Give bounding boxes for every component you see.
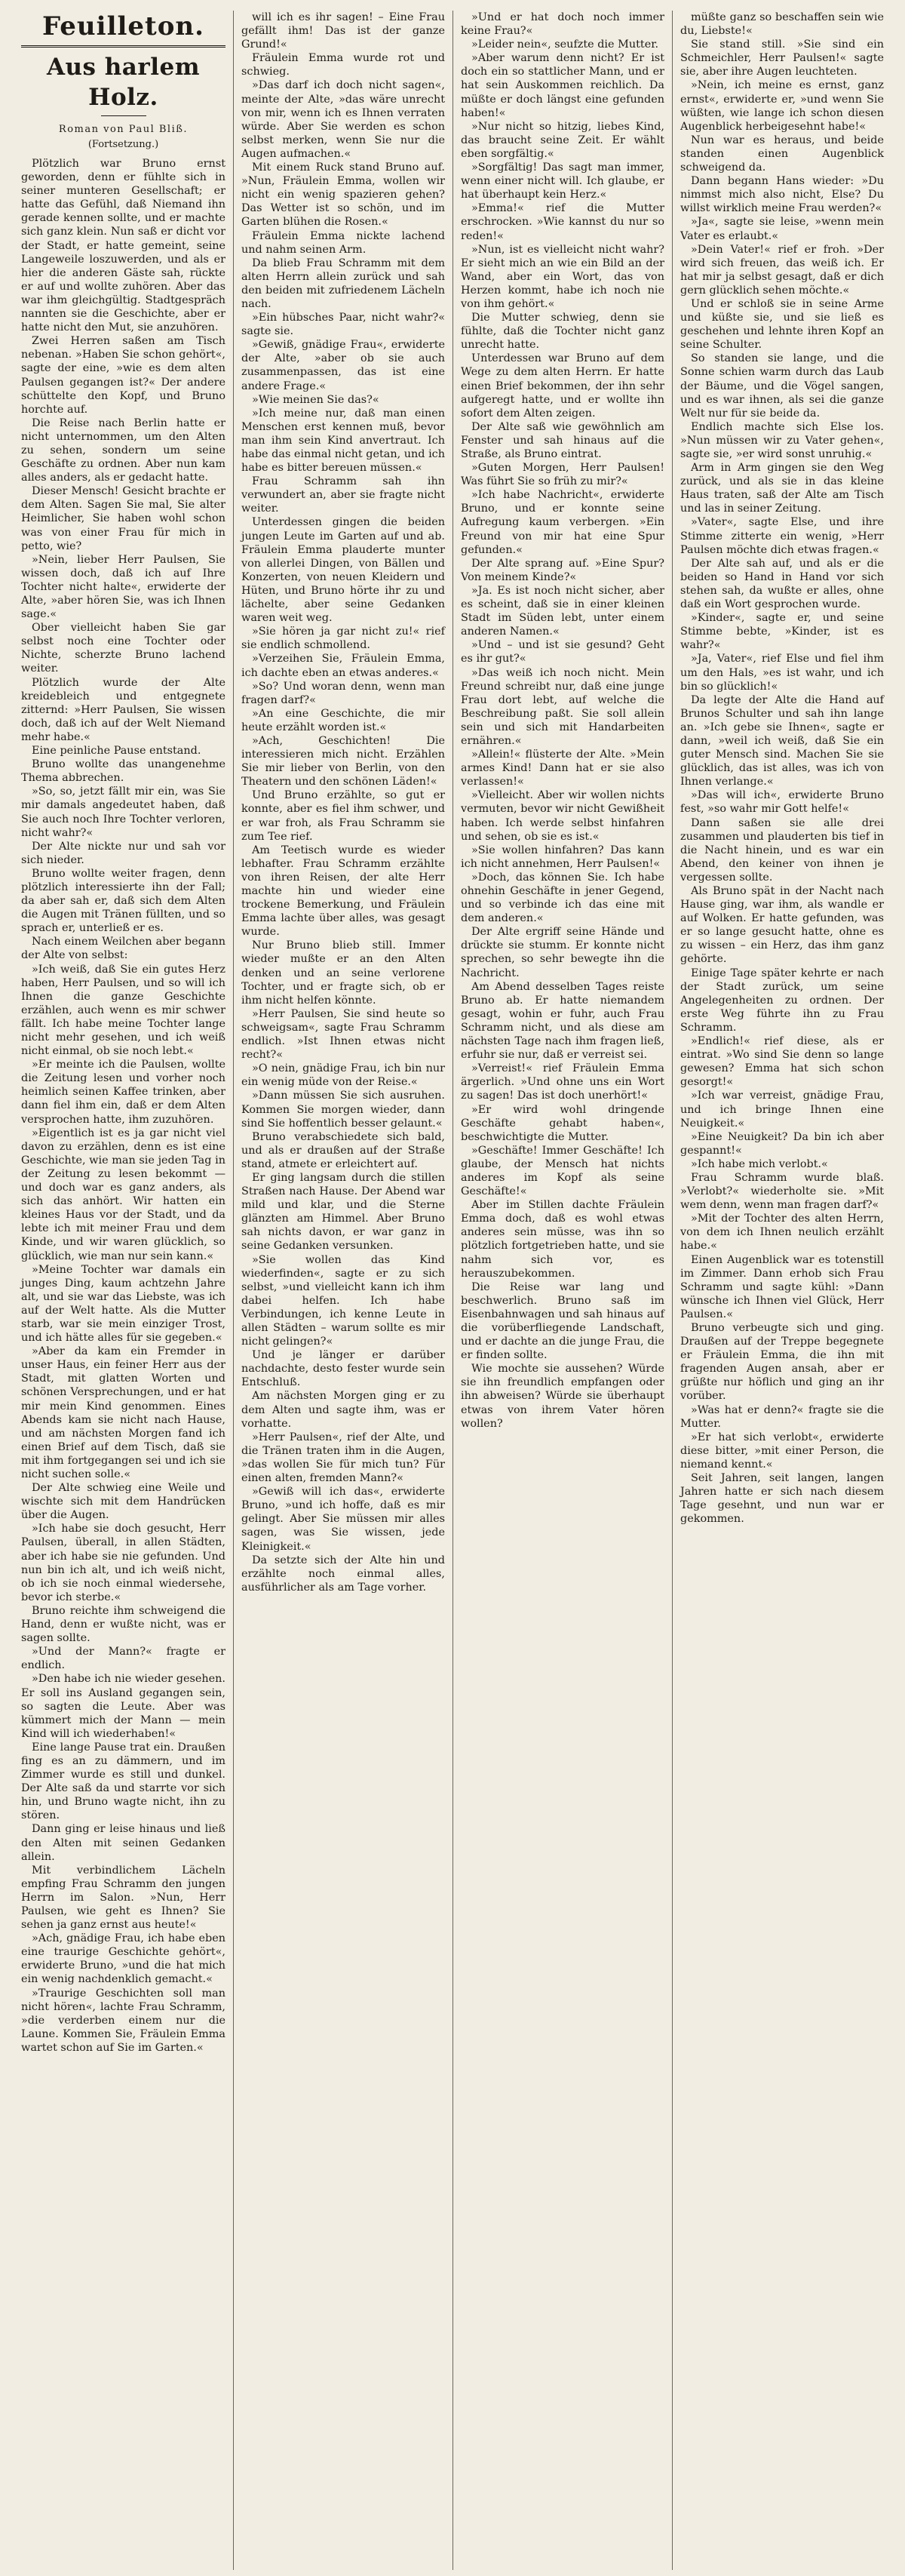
paragraph: Plötzlich wurde der Alte kreidebleich und entgegnete zitternd: »Herr Paulsen, Sie wissen doch, daß ich auf der Welt Niemand mehr habe.«	[21, 676, 225, 743]
paragraph: Der Alte saß wie gewöhnlich am Fenster und sah hinaus auf die Straße, als Bruno eintrat.	[461, 420, 664, 460]
paragraph: »Ja, Vater«, rief Else und fiel ihm um den Hals, »es ist wahr, und ich bin so glücklich!«	[680, 653, 884, 693]
paragraph: Zwei Herren saßen am Tisch nebenan. »Haben Sie schon gehört«, sagte der eine, »wie es dem alten Paulsen gegangen ist?« Der andere schüttelte den Kopf, und Bruno horchte auf.	[21, 335, 225, 416]
paragraph: »Nun, ist es vielleicht nicht wahr? Er sieht mich an wie ein Bild an der Wand, aber ein Wort, das von Herzen kommt, habe ich noch nie von ihm gehört.«	[461, 243, 664, 310]
paragraph: »Das will ich«, erwiderte Bruno fest, »so wahr mir Gott helfe!«	[680, 789, 884, 816]
paragraph: will ich es ihr sagen! – Eine Frau gefällt ihm! Das ist der ganze Grund!«	[241, 11, 445, 51]
paragraph: Die Mutter schwieg, denn sie fühlte, daß die Tochter nicht ganz unrecht hatte.	[461, 312, 664, 352]
paragraph: Da setzte sich der Alte hin und erzählte noch einmal alles, ausführlicher als am Tage vorher.	[241, 1554, 445, 1594]
column-text	[241, 11, 445, 1594]
paragraph: »Ja«, sagte sie leise, »wenn mein Vater es erlaubt.«	[680, 216, 884, 242]
paragraph: »Wie meinen Sie das?«	[252, 393, 379, 406]
paragraph: Am nächsten Morgen ging er zu dem Alten und sagte ihm, was er vorhatte.	[241, 1390, 445, 1430]
paragraph: »Guten Morgen, Herr Paulsen! Was führt Sie so früh zu mir?«	[461, 462, 664, 488]
paragraph: Bruno reichte ihm schweigend die Hand, denn er wußte nicht, was er sagen sollte.	[21, 1604, 225, 1645]
paragraph: »Dann müssen Sie sich ausruhen. Kommen Sie morgen wieder, dann sind Sie hoffentlich besser gelaunt.«	[241, 1090, 445, 1130]
paragraph: Bruno verabschiedete sich bald, und als er draußen auf der Straße stand, atmete er erleichtert auf.	[241, 1130, 445, 1170]
paragraph: »Sie wollen das Kind wiederfinden«, sagte er zu sich selbst, »und vielleicht kann ich ihm dabei helfen. Ich habe Verbindungen, ich kenne Leute in allen Städten – warum sollte es mir nicht gelingen?«	[241, 1253, 445, 1348]
paragraph: Er ging langsam durch die stillen Straßen nach Hause. Der Abend war mild und klar, und die Sterne glänzten am Himmel. Aber Bruno sah nichts davon, er war ganz in seine Gedanken versunken.	[241, 1171, 445, 1253]
paragraph: »Ich meine nur, daß man einen Menschen erst kennen muß, bevor man ihm sein Kind anvertraut. Ich habe das einmal nicht getan, und ich habe es bitter bereuen müssen.«	[241, 407, 446, 475]
paragraph: Eine lange Pause trat ein. Draußen fing es an zu dämmern, und im Zimmer wurde es still und dunkel. Der Alte saß da und starrte vor sich hin, und Bruno wagte nicht, ihn zu stören.	[21, 1741, 225, 1822]
section-heading: Feuilleton.	[21, 11, 225, 48]
paragraph: Der Alte sprang auf. »Eine Spur? Von meinem Kinde?«	[461, 557, 664, 583]
paragraph: Eine peinliche Pause entstand.	[32, 745, 201, 758]
paragraph: Bruno wollte das unangenehme Thema abbrechen.	[21, 758, 225, 785]
paragraph: Nun war es heraus, und beide standen einen Augenblick schweigend da.	[680, 134, 884, 174]
paragraph: So standen sie lange, und die Sonne schien warm durch das Laub der Bäume, und die Vögel sangen, und es war ihnen, als sei die ganze Welt nur für sie beide da.	[680, 352, 884, 420]
novel-author: Roman von Paul Bliß.	[58, 124, 189, 135]
paragraph: »Eine Neuigkeit? Da bin ich aber gespannt!«	[680, 1130, 884, 1157]
paragraph: Fräulein Emma nickte lachend und nahm seinen Arm.	[241, 229, 445, 256]
column-text	[680, 11, 884, 1526]
paragraph: »Er meinte ich die Paulsen, wollte die Zeitung lesen und vorher noch heimlich seinen Kaffee trinken, aber dann fiel ihm ein, daß er dem Alten versprochen hatte, ihm zuzuhören.	[21, 1059, 225, 1126]
feuilleton-header	[21, 11, 225, 152]
column-1	[14, 11, 233, 2570]
paragraph: »Ja. Es ist noch nicht sicher, aber es scheint, daß sie in einer kleinen Stadt im Süden lebt, unter einem anderen Namen.«	[461, 584, 664, 638]
paragraph: »Leider nein«, seufzte die Mutter.	[471, 38, 659, 51]
paragraph: »Ach, gnädige Frau, ich habe eben eine traurige Geschichte gehört«, erwiderte Bruno, »und die hat mich ein wenig nachdenklich gemacht.«	[21, 1932, 225, 1986]
paragraph: »An eine Geschichte, die mir heute erzählt worden ist.«	[241, 707, 445, 733]
paragraph: Da legte der Alte die Hand auf Brunos Schulter und sah ihn lange an. »Ich gebe sie Ihnen«, sagte er dann, »weil ich weiß, daß Sie ein guter Mensch sind. Machen Sie sie glücklich, das ist alles, was ich von Ihnen verlange.«	[680, 693, 884, 788]
paragraph: Endlich machte sich Else los. »Nun müssen wir zu Vater gehen«, sagte sie, »er wird sonst unruhig.«	[680, 420, 884, 460]
paragraph: »Er hat sich verlobt«, erwiderte diese bitter, »mit einer Person, die niemand kennt.«	[680, 1431, 884, 1471]
paragraph: Wie mochte sie aussehen? Würde sie ihn freundlich empfangen oder ihn abweisen? Würde sie überhaupt etwas von ihrem Vater hören wollen?	[461, 1363, 664, 1430]
paragraph: Einen Augenblick war es totenstill im Zimmer. Dann erhob sich Frau Schramm und sagte kühl: »Dann wünsche ich Ihnen viel Glück, Herr Paulsen.«	[680, 1253, 884, 1320]
column-text	[461, 11, 664, 1431]
paragraph: Sie stand still. »Sie sind ein Schmeichler, Herr Paulsen!« sagte sie, aber ihre Augen leuchteten.	[680, 38, 884, 78]
paragraph: »Eigentlich ist es ja gar nicht viel davon zu erzählen, denn es ist eine Geschichte, wie man sie jeden Tag in der Zeitung zu lesen bekommt — und doch war es ganz anders, als sich das anhört. Wir hatten ein kleines Haus vor der Stadt, und da lebte ich mit meiner Frau und dem Kinde, und wir waren glücklich, so glücklich, wie man nur sein kann.«	[21, 1127, 225, 1262]
paragraph: Unterdessen war Bruno auf dem Wege zu dem alten Herrn. Er hatte einen Brief bekommen, der ihn sehr aufgeregt hatte, und er wollte ihn sofort dem Alten zeigen.	[461, 352, 664, 420]
paragraph: »Sorgfältig! Das sagt man immer, wenn einer nicht will. Ich glaube, er hat überhaupt kein Herz.«	[461, 161, 664, 201]
paragraph: »Gewiß, gnädige Frau«, erwiderte der Alte, »aber ob sie auch zusammenpassen, das ist eine andere Frage.«	[241, 339, 445, 392]
paragraph: »Geschäfte! Immer Geschäfte! Ich glaube, der Mensch hat nichts anderes im Kopf als seine Geschäfte!«	[461, 1144, 664, 1198]
paragraph: »Doch, das können Sie. Ich habe ohnehin Geschäfte in jener Gegend, und so verbinde ich das eine mit dem anderen.«	[461, 871, 664, 925]
paragraph: »Kinder«, sagte er, und seine Stimme bebte, »Kinder, ist es wahr?«	[680, 612, 884, 652]
paragraph: Bruno verbeugte sich und ging. Draußen auf der Treppe begegnete er Fräulein Emma, die ihn mit fragenden Augen ansah, aber er grüßte nur höflich und ging an ihr vorüber.	[680, 1322, 884, 1403]
continuation-note: (Fortsetzung.)	[87, 139, 159, 150]
paragraph: Unterdessen gingen die beiden jungen Leute im Garten auf und ab. Fräulein Emma plauderte munter von allerlei Dingen, von Bällen und Konzerten, von neuen Kleidern und Hüten, und Bruno hörte ihr zu und lächelte, aber seine Gedanken waren weit weg.	[241, 516, 445, 625]
paragraph: Da blieb Frau Schramm mit dem alten Herrn allein zurück und sah den beiden mit zufriedenem Lächeln nach.	[241, 257, 445, 310]
paragraph: Mit verbindlichem Lächeln empfing Frau Schramm den jungen Herrn im Salon. »Nun, Herr Paulsen, wie geht es Ihnen? Sie sehen ja ganz ernst aus heute!«	[21, 1864, 225, 1932]
paragraph: »So? Und woran denn, wenn man fragen darf?«	[241, 680, 445, 706]
paragraph: Am Teetisch wurde es wieder lebhafter. Frau Schramm erzählte von ihren Reisen, der alte Herr machte hin und wieder eine trockene Bemerkung, und Fräulein Emma lachte über alles, was gesagt wurde.	[241, 844, 445, 939]
paragraph: Dann ging er leise hinaus und ließ den Alten mit seinen Gedanken allein.	[21, 1823, 225, 1863]
paragraph: »Verzeihen Sie, Fräulein Emma, ich dachte eben an etwas anderes.«	[241, 653, 445, 679]
paragraph: »Ich habe sie doch gesucht, Herr Paulsen, überall, in allen Städten, aber ich habe sie nie gefunden. Und nun bin ich alt, und ich weiß nicht, ob ich sie noch einmal wiedersehe, bevor ich sterbe.«	[21, 1523, 225, 1603]
paragraph: »Nein, ich meine es ernst, ganz ernst«, erwiderte er, »und wenn Sie wüßten, wie lange ich schon diesen Augenblick herbeigesehnt habe!«	[680, 79, 884, 133]
paragraph: Frau Schramm wurde blaß. »Verlobt?« wiederholte sie. »Mit wem denn, wenn man fragen darf?«	[680, 1171, 884, 1212]
paragraph: Seit Jahren, seit langen, langen Jahren hatte er sich nach diesem Tage gesehnt, und nun war er gekommen.	[680, 1472, 884, 1526]
paragraph: »Mit der Tochter des alten Herrn, von dem ich Ihnen neulich erzählt habe.«	[680, 1213, 884, 1253]
paragraph: »Endlich!« rief diese, als er eintrat. »Wo sind Sie denn so lange gewesen? Emma hat sich schon gesorgt!«	[680, 1035, 884, 1089]
paragraph: »Dein Vater!« rief er froh. »Der wird sich freuen, das weiß ich. Er hat mir ja selbst gesagt, daß er dich gern glücklich sehen möchte.«	[680, 243, 884, 297]
paragraph: »Er wird wohl dringende Geschäfte gehabt haben«, beschwichtigte die Mutter.	[461, 1103, 664, 1143]
paragraph: Mit einem Ruck stand Bruno auf. »Nun, Fräulein Emma, wollen wir nicht ein wenig spazieren gehen? Das Wetter ist so schön, und im Garten blühen die Rosen.«	[241, 161, 445, 229]
paragraph: Und je länger er darüber nachdachte, desto fester wurde sein Entschluß.	[241, 1349, 445, 1389]
column-text	[21, 157, 225, 2055]
paragraph: Der Alte nickte nur und sah vor sich nieder.	[21, 840, 225, 866]
paragraph: »So, so, jetzt fällt mir ein, was Sie mir damals angedeutet haben, daß Sie auch noch Ihre Tochter verloren, nicht wahr?«	[21, 785, 225, 839]
paragraph: »Aber warum denn nicht? Er ist doch ein so stattlicher Mann, und er hat sein Auskommen reichlich. Da müßte er doch längst eine gefunden haben!«	[461, 52, 664, 119]
paragraph: »Und der Mann?« fragte er endlich.	[21, 1646, 225, 1672]
paragraph: »Herr Paulsen, Sie sind heute so schweigsam«, sagte Frau Schramm endlich. »Ist Ihnen etwas nicht recht?«	[241, 1007, 445, 1062]
paragraph: Nach einem Weilchen aber begann der Alte von selbst:	[21, 936, 225, 962]
paragraph: Bruno wollte weiter fragen, denn plötzlich interessierte ihn der Fall; da aber sah er, daß sich dem Alten die Augen mit Tränen füllten, und so sprach er, unterließ er es.	[21, 867, 225, 935]
paragraph: »Aber da kam ein Fremder in unser Haus, ein feiner Herr aus der Stadt, mit glatten Worten und schönen Versprechungen, und er hat mir mein Kind genommen. Eines Abends kam sie nicht nach Hause, und am nächsten Morgen fand ich einen Brief auf dem Tisch, daß sie mit ihm fortgegangen sei und ich sie nicht suchen solle.«	[21, 1345, 225, 1480]
paragraph: »Ich habe Nachricht«, erwiderte Bruno, und er konnte seine Aufregung kaum verbergen. »Ein Freund von mir hat eine Spur gefunden.«	[461, 489, 664, 556]
paragraph: Aber im Stillen dachte Fräulein Emma doch, daß es wohl etwas anderes sein müsse, was ihn so plötzlich fortgetrieben hatte, und sie nahm sich vor, es herauszubekommen.	[461, 1199, 664, 1280]
paragraph: »Sie wollen hinfahren? Das kann ich nicht annehmen, Herr Paulsen!«	[461, 844, 664, 870]
paragraph: »Das weiß ich noch nicht. Mein Freund schreibt nur, daß eine junge Frau dort lebt, auf welche die Beschreibung paßt. Sie soll allein sein und sich mit Handarbeiten ernähren.«	[461, 666, 664, 747]
paragraph: »Gewiß will ich das«, erwiderte Bruno, »und ich hoffe, daß es mir gelingt. Aber Sie müssen mir alles sagen, was Sie wissen, jede Kleinigkeit.«	[241, 1486, 445, 1553]
paragraph: »Ein hübsches Paar, nicht wahr?« sagte sie.	[241, 312, 445, 338]
paragraph: Nur Bruno blieb still. Immer wieder mußte er an den Alten denken und an seine verlorene Tochter, und er fragte sich, ob er ihm nicht helfen könnte.	[241, 939, 445, 1007]
paragraph: »Den habe ich nie wieder gesehen. Er soll ins Ausland gegangen sein, so sagten die Leute. Aber was kümmert mich der Mann — mein Kind will ich wiederhaben!«	[21, 1673, 225, 1740]
paragraph: Einige Tage später kehrte er nach der Stadt zurück, um seine Angelegenheiten zu ordnen. Der erste Weg führte ihn zu Frau Schramm.	[680, 967, 884, 1034]
paragraph: Dieser Mensch! Gesicht brachte er dem Alten. Sagen Sie mal, Sie alter Heimlicher, Sie haben wohl schon was von einer Frau für mich in petto, wie?	[21, 485, 225, 552]
paragraph: »Was hat er denn?« fragte sie die Mutter.	[680, 1403, 884, 1430]
paragraph: »Ich weiß, daß Sie ein gutes Herz haben, Herr Paulsen, und so will ich Ihnen die ganze Geschichte erzählen, auch wenn es mir schwer fällt. Ich habe meine Tochter lange nicht mehr gesehen, und ich weiß nicht einmal, ob sie noch lebt.«	[21, 963, 225, 1058]
novel-title: Aus harlem Holz.	[46, 54, 201, 111]
paragraph: »Herr Paulsen«, rief der Alte, und die Tränen traten ihm in die Augen, »das wollen Sie für mich tun? Für einen alten, fremden Mann?«	[241, 1431, 445, 1485]
paragraph: Die Reise war lang und beschwerlich. Bruno saß im Eisenbahnwagen und sah hinaus auf die vorüberfliegende Landschaft, und er dachte an die junge Frau, die er finden sollte.	[461, 1280, 664, 1362]
paragraph: Der Alte schwieg eine Weile und wischte sich mit dem Handrücken über die Augen.	[21, 1482, 225, 1522]
paragraph: »Und er hat doch noch immer keine Frau?«	[461, 11, 664, 38]
column-4	[672, 11, 891, 2570]
paragraph: Plötzlich war Bruno ernst geworden, denn er fühlte sich in seiner munteren Gesellschaft; er hatte das Gefühl, daß Niemand ihn gerade kennen sollte, und er machte sich ganz klein. Nun saß er dicht vor der Stadt, er hatte gemeint, seine Langeweile loszuwerden, und als er hier die anderen Gäste sah, rückte er auf und wollte zuhören. Aber das war ihm gleichgültig. Stadtgespräch nannten sie die Geschichte, aber er hatte nicht den Mut, sie anzuhören.	[21, 158, 225, 334]
paragraph: Der Alte ergriff seine Hände und drückte sie stumm. Er konnte nicht sprechen, so sehr bewegte ihn die Nachricht.	[461, 926, 664, 979]
paragraph: müßte ganz so beschaffen sein wie du, Liebste!«	[680, 11, 884, 38]
column-3	[452, 11, 672, 2570]
paragraph: »Und – und ist sie gesund? Geht es ihr gut?«	[461, 639, 664, 666]
paragraph: »O nein, gnädige Frau, ich bin nur ein wenig müde von der Reise.«	[241, 1062, 445, 1089]
paragraph: »Das darf ich doch nicht sagen«, meinte der Alte, »das wäre unrecht von mir, wenn ich es Ihnen verraten würde. Aber Sie werden es schon selbst merken, wenn Sie nur die Augen aufmachen.«	[241, 79, 445, 160]
paragraph: »Ich habe mich verlobt.«	[691, 1157, 828, 1170]
paragraph: Arm in Arm gingen sie den Weg zurück, und als sie in das kleine Haus traten, saß der Alte am Tisch und las in seiner Zeitung.	[680, 462, 884, 515]
paragraph: »Allein!« flüsterte der Alte. »Mein armes Kind! Dann hat er sie also verlassen!«	[461, 749, 664, 788]
paragraph: Und er schloß sie in seine Arme und küßte sie, und sie ließ es geschehen und lehnte ihren Kopf an seine Schulter.	[680, 297, 884, 352]
paragraph: Die Reise nach Berlin hatte er nicht unternommen, um den Alten zu sehen, sondern um seine Geschäfte zu ordnen. Aber nun kam alles anders, als er gedacht hatte.	[21, 417, 225, 484]
title-rule	[101, 115, 146, 116]
paragraph: Dann begann Hans wieder: »Du nimmst mich also nicht, Else? Du willst wirklich meine Frau werden?«	[680, 175, 884, 215]
paragraph: »Vielleicht. Aber wir wollen nichts vermuten, bevor wir nicht Gewißheit haben. Ich werde selbst hinfahren und sehen, ob sie es ist.«	[461, 789, 664, 843]
paragraph: »Verreist!« rief Fräulein Emma ärgerlich. »Und ohne uns ein Wort zu sagen! Das ist doch unerhört!«	[461, 1062, 664, 1102]
paragraph: »Sie hören ja gar nicht zu!« rief sie endlich schmollend.	[241, 626, 445, 652]
paragraph: Frau Schramm sah ihn verwundert an, aber sie fragte nicht weiter.	[241, 475, 445, 515]
paragraph: Und Bruno erzählte, so gut er konnte, aber es fiel ihm schwer, und er war froh, als Frau Schramm sie zum Tee rief.	[241, 789, 445, 843]
paragraph: »Emma!« rief die Mutter erschrocken. »Wie kannst du nur so reden!«	[461, 202, 664, 242]
paragraph: »Traurige Geschichten soll man nicht hören«, lachte Frau Schramm, »die verderben einem nur die Laune. Kommen Sie, Fräulein Emma wartet schon auf Sie im Garten.«	[21, 1987, 225, 2054]
paragraph: Als Bruno spät in der Nacht nach Hause ging, war ihm, als wandle er auf Wolken. Er hatte gefunden, was er so lange gesucht hatte, ohne es zu wissen – ein Herz, das ihm ganz gehörte.	[680, 885, 884, 966]
column-2	[233, 11, 452, 2570]
paragraph: »Meine Tochter war damals ein junges Ding, kaum achtzehn Jahre alt, und sie war das Liebste, was ich auf der Welt hatte. Als die Mutter starb, war sie mein einziger Trost, und ich hätte alles für sie gegeben.«	[21, 1263, 225, 1345]
paragraph: »Ich war verreist, gnädige Frau, und ich bringe Ihnen eine Neuigkeit.«	[680, 1090, 884, 1130]
paragraph: »Nein, lieber Herr Paulsen, Sie wissen doch, daß ich auf Ihre Tochter nicht halte«, erwiderte der Alte, »aber hören Sie, was ich Ihnen sage.«	[21, 553, 225, 621]
paragraph: Fräulein Emma wurde rot und schwieg.	[241, 52, 445, 78]
paragraph: Am Abend desselben Tages reiste Bruno ab. Er hatte niemandem gesagt, wohin er fuhr, auch Frau Schramm nicht, und als diese am nächsten Tage nach ihm fragen ließ, erfuhr sie nur, daß er verreist sei.	[461, 980, 664, 1062]
paragraph: »Nur nicht so hitzig, liebes Kind, das braucht seine Zeit. Er wählt eben sorgfältig.«	[461, 120, 664, 160]
paragraph: Der Alte sah auf, und als er die beiden so Hand in Hand vor sich stehen sah, da wußte er alles, ohne daß ein Wort gesprochen wurde.	[680, 557, 884, 611]
paragraph: »Vater«, sagte Else, und ihre Stimme zitterte ein wenig, »Herr Paulsen möchte dich etwas fragen.«	[680, 516, 884, 556]
paragraph: Dann saßen sie alle drei zusammen und plauderten bis tief in die Nacht hinein, und es war ein Abend, den keiner von ihnen je vergessen sollte.	[680, 816, 884, 884]
paragraph: Ober vielleicht haben Sie gar selbst noch eine Tochter oder Nichte, scherzte Bruno lachend weiter.	[21, 622, 225, 675]
paragraph: »Ach, Geschichten! Die interessieren mich nicht. Erzählen Sie mir lieber von Berlin, von den Theatern und den schönen Läden!«	[241, 734, 445, 788]
